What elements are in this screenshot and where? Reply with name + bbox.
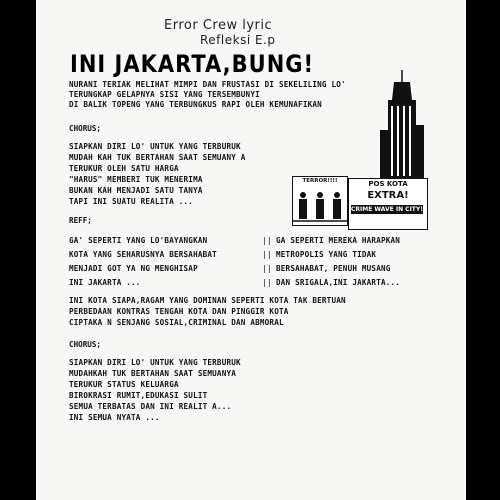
reff-left-line: GA' SEPERTI YANG LO'BAYANGKAN [69,236,208,245]
chorus-line: TERUKUR OLEH SATU HARGA [69,164,179,173]
reff-separator: || [262,250,272,259]
intro-line: TERUNGKAP GELAPNYA SISI YANG TERSEMBUNYI [69,90,260,99]
chorus-line: TAPI INI SUATU REALITA ... [69,197,194,206]
chorus-line: SEMUA TERBATAS DAN INI REALIT A... [69,402,232,411]
newspaper-name: POS KOTA [368,180,408,188]
verse-line: INI KOTA SIAPA,RAGAM YANG DOMINAN SEPERTI KOTA TAK BERTUAN [69,296,346,305]
chorus-line: MUDAH KAH TUK BERTAHAN SAAT SEMUANY A [69,153,246,162]
intro-line: DI BALIK TOPENG YANG TERBUNGKUS RAPI OLEH KEMUNAFIKAN [69,100,322,109]
reff-right-line: DAN SRIGALA,INI JAKARTA... [276,278,401,287]
skyscraper-icon [378,70,426,180]
chorus-label: CHORUS; [69,124,102,133]
reff-left-line: INI JAKARTA ... [69,278,141,287]
reff-label: REFF; [69,216,92,225]
chorus-line: TERUKUR STATUS KELUARGA [69,380,179,389]
verse-line: PERBEDAAN KONTRAS TENGAH KOTA DAN PINGGIR KOTA [69,307,289,316]
header-line-1: Error Crew lyric [164,18,273,33]
chorus-line: INI SEMUA NYATA ... [69,413,160,422]
reff-left-line: MENJADI GOT YA NG MENGHISAP [69,264,198,273]
reff-separator: || [262,236,272,245]
newspaper-headline: EXTRA! [367,190,409,201]
reff-right-line: BERSAHABAT, PENUH MUSANG [276,264,391,273]
verse-line: CIPTAKA N SENJANG SOSIAL,CRIMINAL DAN ABMORAL [69,318,284,327]
chorus-line: SIAPKAN DIRI LO' UNTUK YANG TERBURUK [69,358,241,367]
crowd-figures-icon [293,185,347,225]
newspaper-badge [348,178,428,230]
chorus-line: SIAPKAN DIRI LO' UNTUK YANG TERBURUK [69,142,241,151]
terror-sign-text: TERROR!!!! [302,178,338,184]
chorus-line: MUDAHKAH TUK BERTAHAN SAAT SEMUANYA [69,369,237,378]
header-line-2: Refleksi E.p [200,33,276,47]
chorus-line: BIROKRASI RUMIT,EDUKASI SULIT [69,391,208,400]
reff-right-line: METROPOLIS YANG TIDAK [276,250,377,259]
intro-line: NURANI TERIAK MELIHAT MIMPI DAN FRUSTASI DI SEKELILING LO' [69,80,346,89]
terror-sign [292,176,348,226]
chorus-label: CHORUS; [69,340,102,349]
chorus-line: "HARUS" MEMBERI TUK MENERIMA [69,175,203,184]
reff-right-line: GA SEPERTI MEREKA HARAPKAN [276,236,401,245]
reff-left-line: KOTA YANG SEHARUSNYA BERSAHABAT [69,250,217,259]
chorus-line: BUKAN KAH MENJADI SATU TANYA [69,186,203,195]
newspaper-banner: CRIME WAVE IN CITY! [351,206,423,213]
reff-separator: || [262,264,272,273]
reff-separator: || [262,278,272,287]
song-title: INI JAKARTA,BUNG! [70,50,315,78]
